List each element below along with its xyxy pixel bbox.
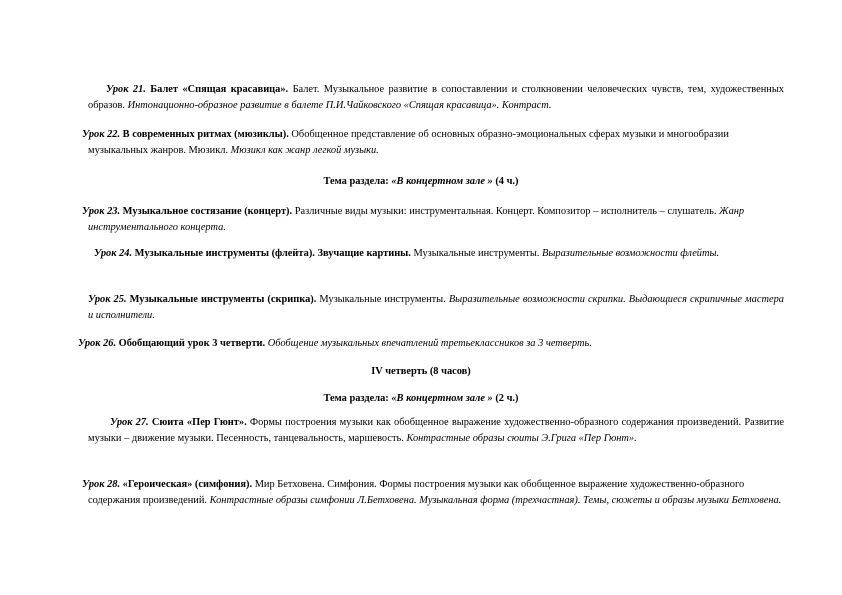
lesson-title: Сюита «Пер Гюнт». — [151, 417, 247, 428]
quarter-heading: IV четверть (8 часов) — [371, 366, 471, 377]
lesson-28 — [82, 477, 784, 509]
lesson-text: Формы построения музыки как обобщенное выражение художественно-образного содержания произведений. Развитие музыки – движение музыки. Песенность, танцевальность, маршевость. — [88, 417, 784, 444]
lesson-italic: Выразительные возможности скрипки. Выдающиеся скрипичные мастера и исполнители. — [88, 294, 784, 321]
lesson-title: Балет «Спящая красавица». — [150, 84, 289, 95]
lesson-23 — [82, 204, 784, 236]
lesson-21 — [88, 82, 784, 114]
section-heading-prefix: Тема раздела: — [323, 393, 392, 404]
lesson-26 — [78, 336, 784, 352]
section-heading-2 — [0, 392, 842, 406]
lesson-25 — [88, 292, 784, 324]
section-heading-title: «В концертном зале » — [391, 393, 493, 404]
lesson-italic: Контрастные образы симфонии Л.Бетховена. Музыкальная форма (трехчастная). Темы, сюжеты и образы музыки Бетховена. — [209, 495, 782, 506]
lesson-22 — [82, 127, 784, 159]
lesson-italic: Обобщение музыкальных впечатлений третьеклассников за 3 четверть. — [267, 338, 592, 349]
lesson-label: Урок 26. — [78, 338, 117, 349]
section-heading-title: «В концертном зале » — [391, 176, 493, 187]
lesson-label: Урок 25. — [88, 294, 127, 305]
lesson-italic: Мюзикл как жанр легкой музыки. — [230, 145, 379, 156]
lesson-label: Урок 27. — [110, 417, 149, 428]
lesson-italic: Жанр инструментального концерта. — [88, 206, 745, 233]
section-heading-hours: (4 ч.) — [492, 176, 519, 187]
lesson-italic: Контрастные образы сюиты Э.Грига «Пер Гюнт». — [406, 433, 637, 444]
lesson-label: Урок 24. — [94, 248, 133, 259]
lesson-title: В современных ритмах (мюзиклы). — [122, 129, 289, 140]
lesson-text: Обобщенное представление об основных образно-эмоциональных сферах музыки и многообразии музыкальных жанров. Мюзикл. — [88, 129, 729, 156]
lesson-label: Урок 22. — [82, 129, 121, 140]
lesson-title: Музыкальные инструменты (флейта). Звучащие картины. — [134, 248, 411, 259]
lesson-italic: Выразительные возможности флейты. — [542, 248, 720, 259]
section-heading-prefix: Тема раздела: — [323, 176, 392, 187]
lesson-text: Балет. Музыкальное развитие в сопоставлении и столкновении человеческих чувств, тем, художественных образов. — [88, 84, 785, 111]
lesson-text: Музыкальные инструменты. — [316, 294, 449, 305]
lesson-title: Обобщающий урок 3 четверти. — [118, 338, 266, 349]
lesson-label: Урок 28. — [82, 479, 121, 490]
section-heading-hours: (2 ч.) — [492, 393, 519, 404]
lesson-italic: Интонационно-образное развитие в балете П.И.Чайковского «Спящая красавица». Контраст. — [127, 100, 552, 111]
lesson-text: Различные виды музыки: инструментальная. Концерт. Композитор – исполнитель – слушатель. — [292, 206, 720, 217]
lesson-text: Мир Бетховена. Симфония. Формы построения музыки как обобщенное выражение художественно-образного содержания произведений. — [88, 479, 745, 506]
lesson-title: Музыкальные инструменты (скрипка). — [129, 294, 317, 305]
lesson-title: «Героическая» (симфония). — [122, 479, 253, 490]
section-heading-1 — [0, 175, 842, 189]
lesson-27 — [88, 415, 784, 447]
lesson-text: Музыкальные инструменты. — [410, 248, 543, 259]
lesson-label: Урок 23. — [82, 206, 121, 217]
lesson-label: Урок 21. — [106, 84, 146, 95]
lesson-title: Музыкальное состязание (концерт). — [122, 206, 293, 217]
lesson-24 — [88, 246, 784, 262]
